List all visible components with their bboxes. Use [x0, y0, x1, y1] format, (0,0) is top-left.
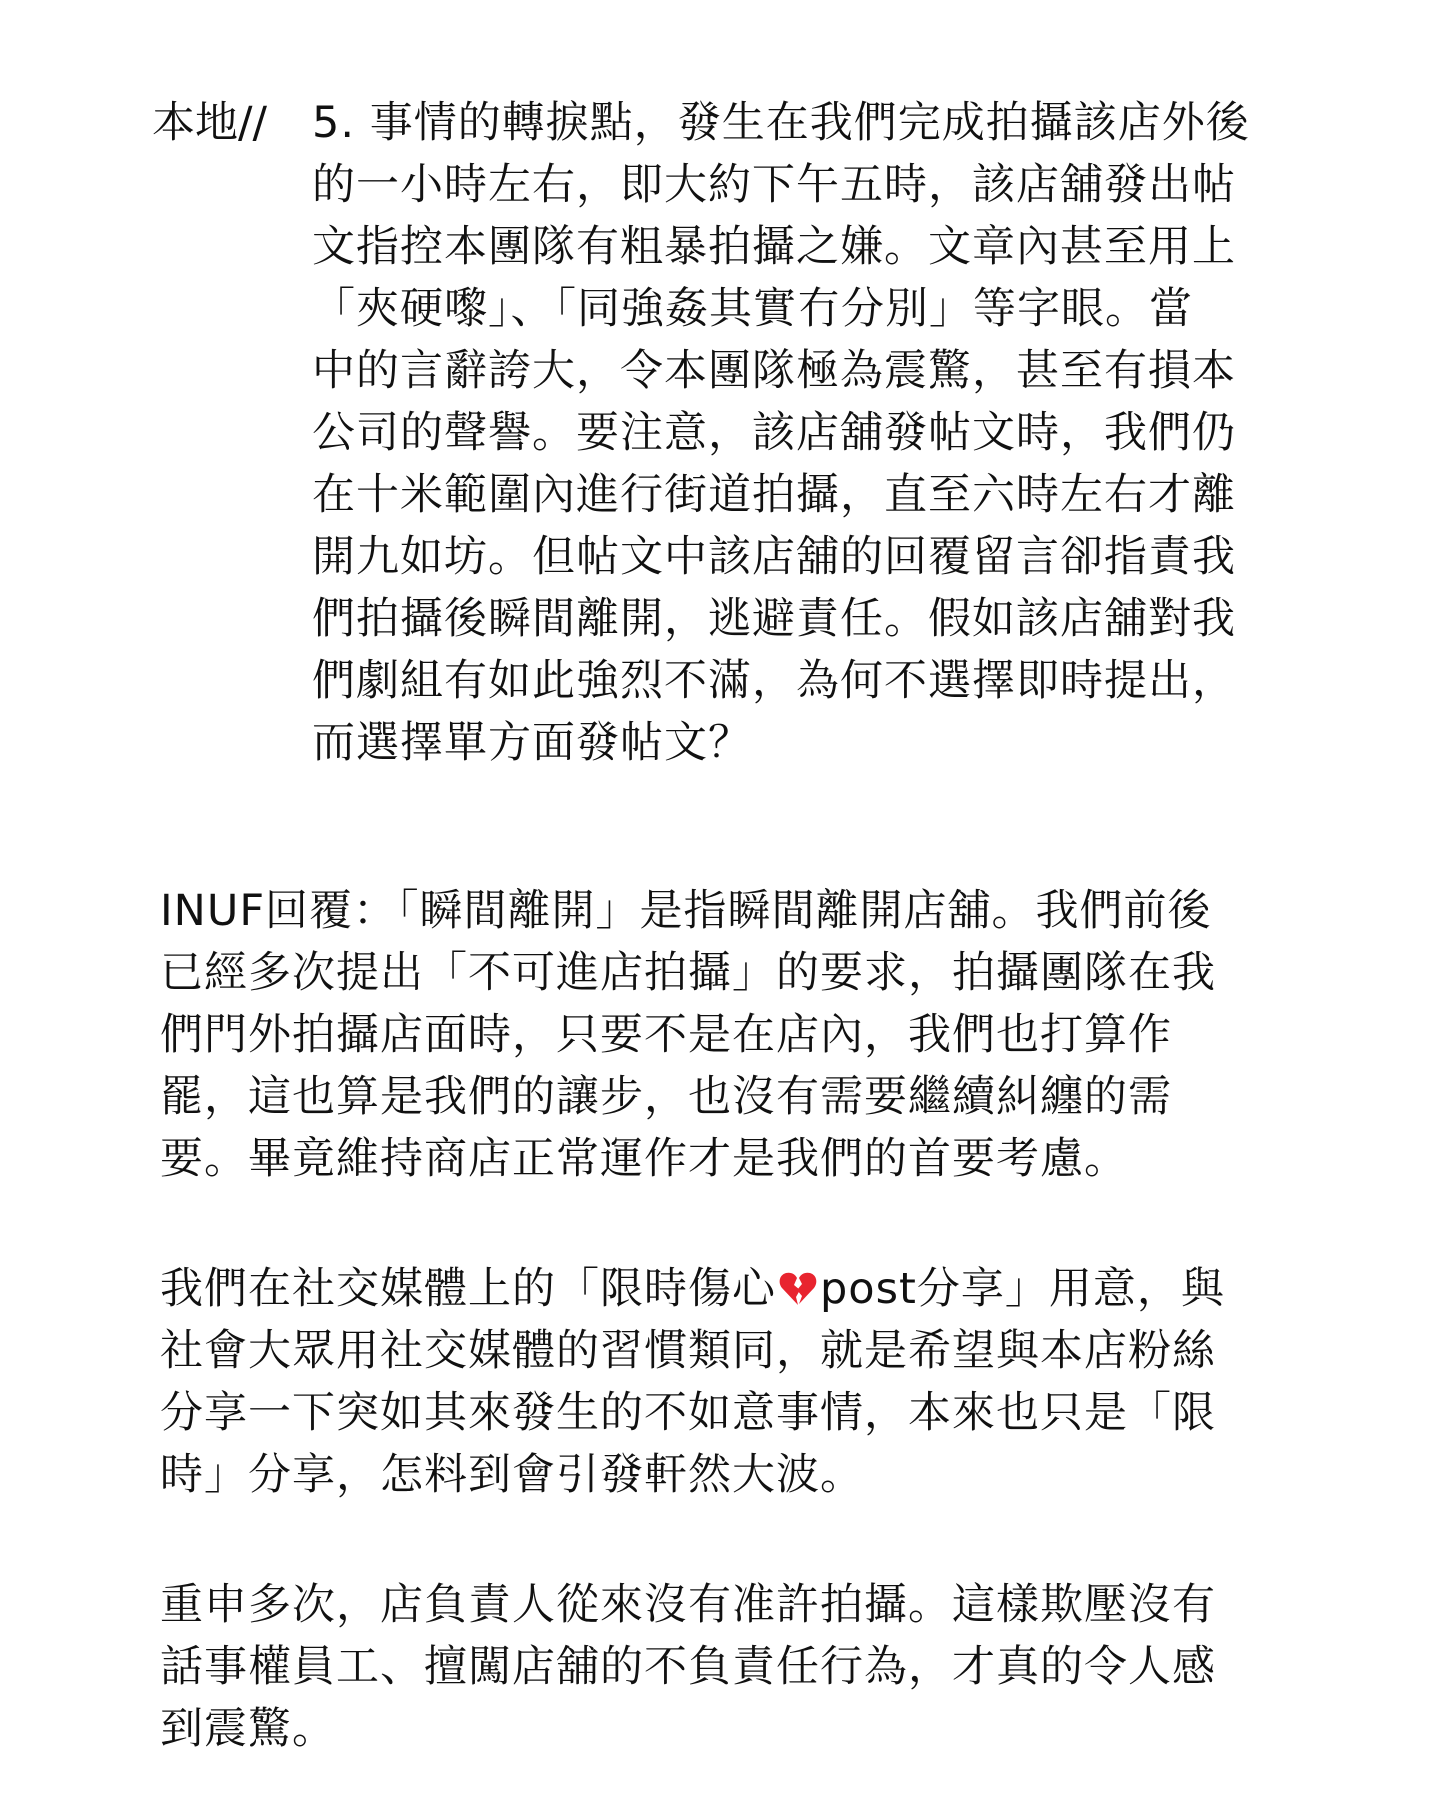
text-line: 重申多次，店負責人從來沒有准許拍攝。這樣欺壓沒有: [160, 1580, 1216, 1630]
text-line: 公司的聲譽。要注意，該店舖發帖文時，我們仍: [312, 408, 1236, 458]
text-line: 時」分享，怎料到會引發軒然大波。: [160, 1450, 864, 1500]
text-line: 的一小時左右，即大約下午五時，該店舖發出帖: [312, 160, 1236, 210]
text-line: 社會大眾用社交媒體的習慣類同，就是希望與本店粉絲: [160, 1326, 1216, 1376]
text-line: 分享一下突如其來發生的不如意事情，本來也只是「限: [160, 1388, 1216, 1438]
text-line: 到震驚。: [160, 1704, 336, 1754]
text-line: 要。畢竟維持商店正常運作才是我們的首要考慮。: [160, 1134, 1128, 1184]
text-segment: 我們在社交媒體上的「限時傷心: [160, 1264, 776, 1314]
text-line: 而選擇單方面發帖文？: [312, 718, 752, 768]
text-line: 開九如坊。但帖文中該店舖的回覆留言卻指責我: [312, 532, 1236, 582]
text-line: 在十米範圍內進行街道拍攝，直至六時左右才離: [312, 470, 1236, 520]
text-line: 中的言辭誇大，令本團隊極為震驚，甚至有損本: [312, 346, 1236, 396]
text-line: INUF回覆：「瞬間離開」是指瞬間離開店舖。我們前後: [160, 886, 1212, 936]
text-line: [160, 1258, 1225, 1320]
broken-heart-icon: [778, 1269, 818, 1309]
text-line: 文指控本團隊有粗暴拍攝之嫌。文章內甚至用上: [312, 222, 1236, 272]
text-line: 們門外拍攝店面時，只要不是在店內，我們也打算作: [160, 1010, 1172, 1060]
text-line: 罷，這也算是我們的讓步，也沒有需要繼續糾纏的需: [160, 1072, 1172, 1122]
text-line: 「夾硬嚟」、「同強姦其實冇分別」等字眼。當: [312, 284, 1193, 334]
text-line: 們拍攝後瞬間離開，逃避責任。假如該店舖對我: [312, 594, 1236, 644]
text-line: 話事權員工、擅闖店舖的不負責任行為，才真的令人感: [160, 1642, 1216, 1692]
text-segment: post分享」用意，與: [820, 1264, 1225, 1314]
text-line: 5. 事情的轉捩點，發生在我們完成拍攝該店外後: [312, 98, 1250, 148]
text-line: 已經多次提出「不可進店拍攝」的要求，拍攝團隊在我: [160, 948, 1216, 998]
text-line: 們劇組有如此強烈不滿，為何不選擇即時提出，: [312, 656, 1236, 706]
location-tag: 本地//: [152, 98, 267, 148]
